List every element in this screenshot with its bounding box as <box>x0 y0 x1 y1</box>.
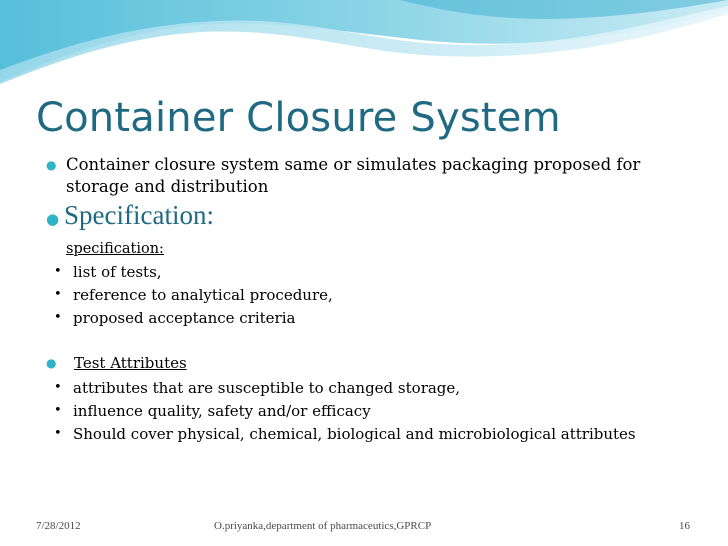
bullet-icon: ● <box>46 356 57 370</box>
bullet-text-line2: storage and distribution <box>66 177 269 196</box>
slide-title: Container Closure System <box>36 95 561 141</box>
header-wave-decoration <box>0 0 728 90</box>
sub-bullet-icon: • <box>54 380 62 395</box>
sub-bullet-icon: • <box>54 264 62 279</box>
spec-item: list of tests, <box>73 263 162 281</box>
bullet-text-line1: Container closure system same or simulates packaging proposed for <box>66 155 641 174</box>
sub-bullet-icon: • <box>54 426 62 441</box>
spec-item: reference to analytical procedure, <box>73 286 333 304</box>
footer-author: O.priyanka,department of pharmaceutics,GPRCP <box>214 520 432 532</box>
sub-bullet-icon: • <box>54 310 62 325</box>
bullet-icon: ● <box>46 158 57 172</box>
sub-bullet-icon: • <box>54 403 62 418</box>
slide-number: 16 <box>679 520 690 532</box>
test-item: attributes that are susceptible to changed storage, <box>73 379 461 397</box>
specification-subheading: specification: <box>66 241 164 257</box>
sub-bullet-icon: • <box>54 287 62 302</box>
footer-date: 7/28/2012 <box>36 520 81 532</box>
test-item: Should cover physical, chemical, biological and microbiological attributes <box>73 425 636 443</box>
test-item: influence quality, safety and/or efficacy <box>73 402 371 420</box>
spec-item: proposed acceptance criteria <box>73 309 296 327</box>
test-attributes-heading: Test Attributes <box>74 354 187 372</box>
bullet-icon: ● <box>46 210 60 228</box>
specification-heading: Specification: <box>64 200 214 230</box>
